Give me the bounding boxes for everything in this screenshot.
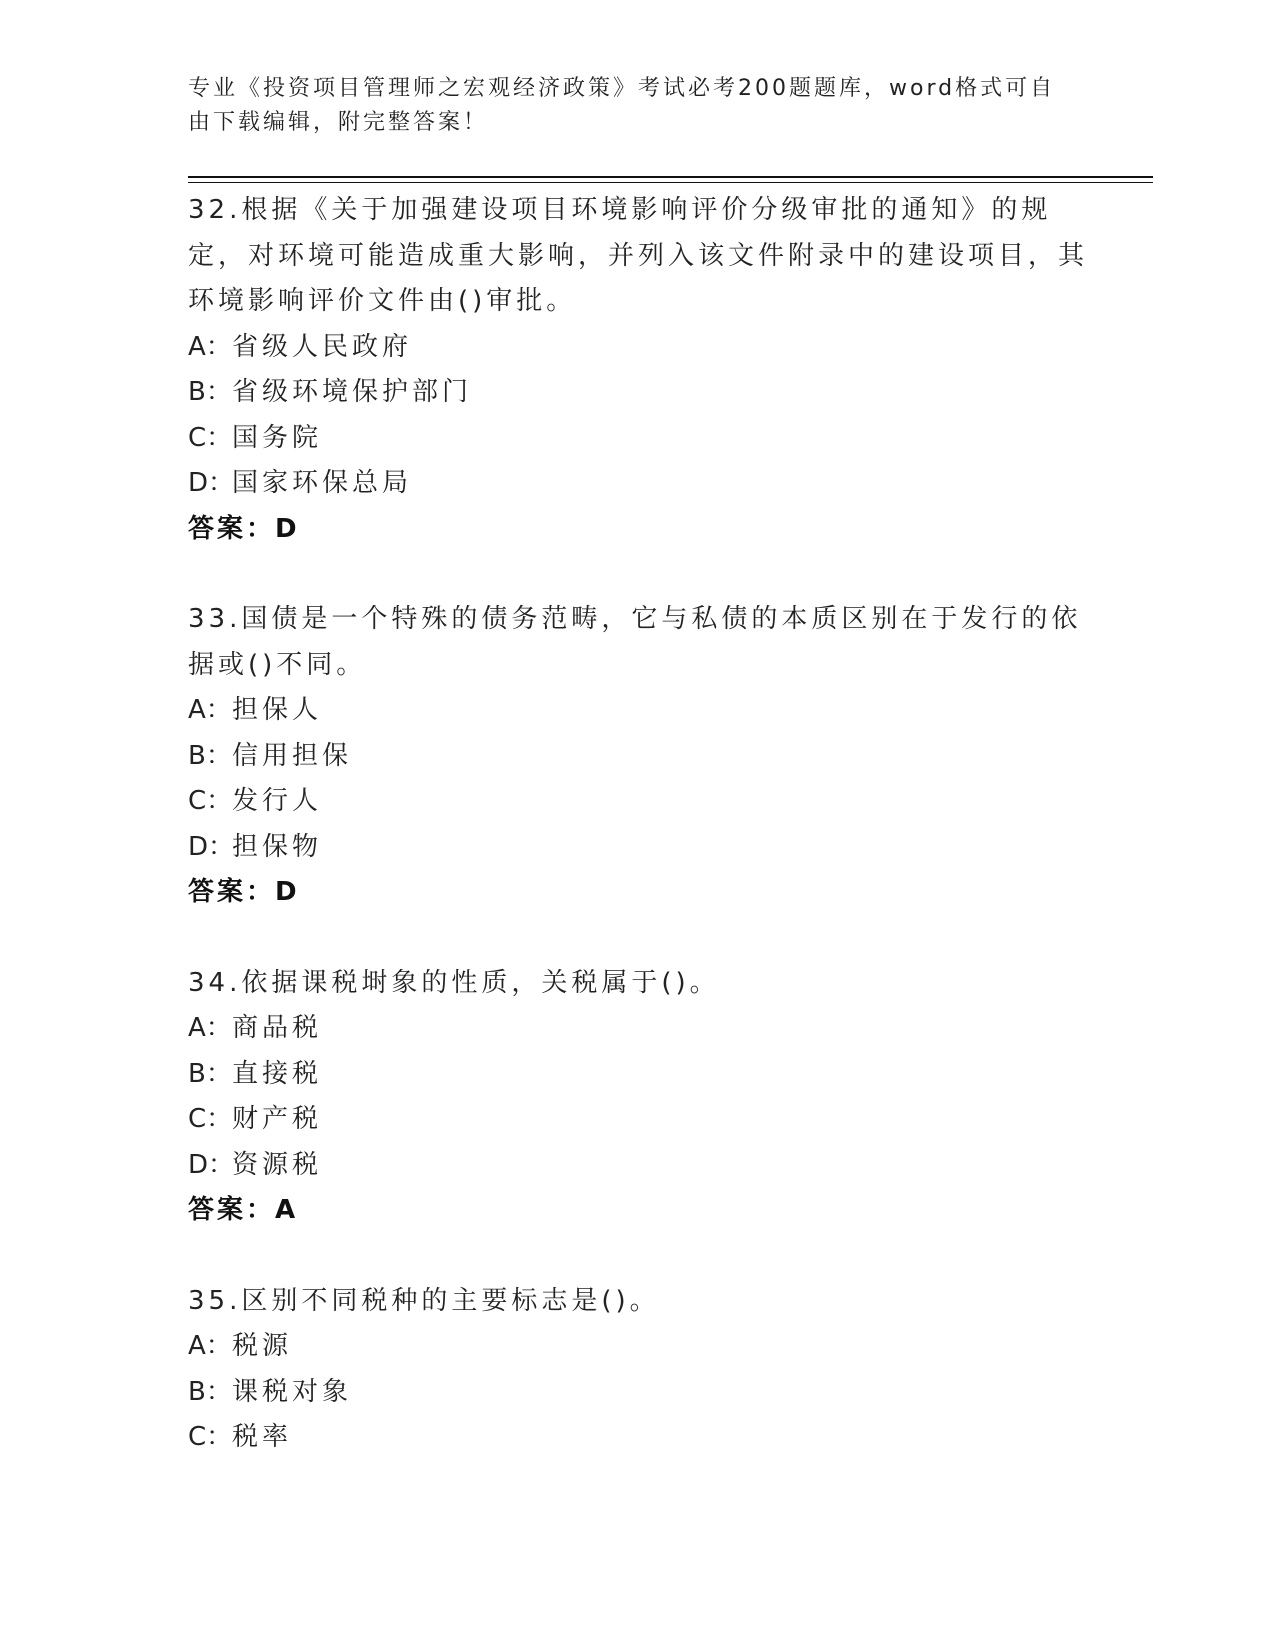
option-key: A： (188, 331, 232, 362)
option-b (188, 370, 1088, 416)
option-text: 课税对象 (232, 1376, 353, 1407)
answer-value: D (275, 877, 300, 907)
option-text: 发行人 (232, 786, 323, 816)
header-rule-thin (188, 182, 1153, 183)
option-b (188, 1370, 1088, 1416)
option-key: D： (188, 468, 235, 498)
question-list (188, 188, 1088, 1461)
question-32 (188, 188, 1088, 552)
option-key: A： (188, 695, 232, 725)
option-key: B： (188, 1058, 232, 1089)
option-text: 国家环保总局 (232, 468, 413, 498)
option-a (188, 688, 1088, 734)
option-text: 资源税 (232, 1149, 323, 1180)
option-d (188, 461, 1088, 507)
option-key: C： (188, 786, 233, 816)
option-a (188, 1324, 1088, 1370)
option-text: 财产税 (232, 1104, 323, 1134)
answer-line (188, 1188, 1088, 1234)
option-text: 商品税 (232, 1013, 323, 1043)
option-b (188, 734, 1088, 780)
option-text: 担保物 (232, 831, 323, 862)
option-text: 担保人 (232, 695, 323, 725)
answer-value: A (275, 1195, 299, 1225)
answer-label: 答案： (188, 1195, 276, 1225)
option-key: C： (188, 1422, 233, 1452)
option-text: 省级人民政府 (232, 331, 413, 362)
answer-line (188, 507, 1088, 553)
option-text: 直接税 (232, 1058, 323, 1089)
answer-line (188, 870, 1088, 916)
option-key: A： (188, 1013, 232, 1043)
option-d (188, 825, 1088, 871)
option-key: C： (188, 1104, 233, 1134)
option-c (188, 779, 1088, 825)
option-text: 税源 (232, 1331, 293, 1361)
option-text: 税率 (232, 1422, 293, 1452)
option-a (188, 325, 1088, 371)
option-key: C： (188, 422, 233, 453)
option-c (188, 416, 1088, 462)
question-stem: 35.区别不同税种的主要标志是()。 (188, 1285, 660, 1316)
option-c (188, 1415, 1088, 1461)
option-key: A： (188, 1331, 232, 1361)
question-35 (188, 1279, 1088, 1461)
option-c (188, 1097, 1088, 1143)
option-text: 信用担保 (232, 740, 353, 771)
answer-label: 答案： (188, 513, 276, 544)
question-33 (188, 597, 1088, 916)
option-key: B： (188, 740, 232, 771)
option-text: 国务院 (232, 422, 323, 453)
question-stem: 33.国债是一个特殊的债务范畴，它与私债的本质区别在于发行的依据或()不同。 (188, 604, 1082, 680)
header-rule-thick (188, 176, 1153, 178)
question-34 (188, 961, 1088, 1234)
option-key: D： (188, 831, 235, 862)
question-stem: 34.依据课税埘象的性质，关税属于()。 (188, 967, 720, 998)
document-header: 专业《投资项目管理师之宏观经济政策》考试必考200题题库，word格式可自由下载编辑，附完整答案！ (188, 76, 1056, 135)
question-stem: 32.根据《关于加强建设项目环境影响评价分级审批的通知》的规定，对环境可能造成重大影响，并列入该文件附录中的建设项目，其环境影响评价文件由()审批。 (188, 195, 1089, 316)
answer-label: 答案： (188, 877, 276, 907)
option-key: B： (188, 1376, 232, 1407)
option-d (188, 1143, 1088, 1189)
option-key: B： (188, 377, 232, 407)
option-key: D： (188, 1149, 235, 1180)
option-b (188, 1052, 1088, 1098)
option-text: 省级环境保护部门 (232, 377, 473, 407)
option-a (188, 1006, 1088, 1052)
answer-value: D (275, 513, 300, 544)
